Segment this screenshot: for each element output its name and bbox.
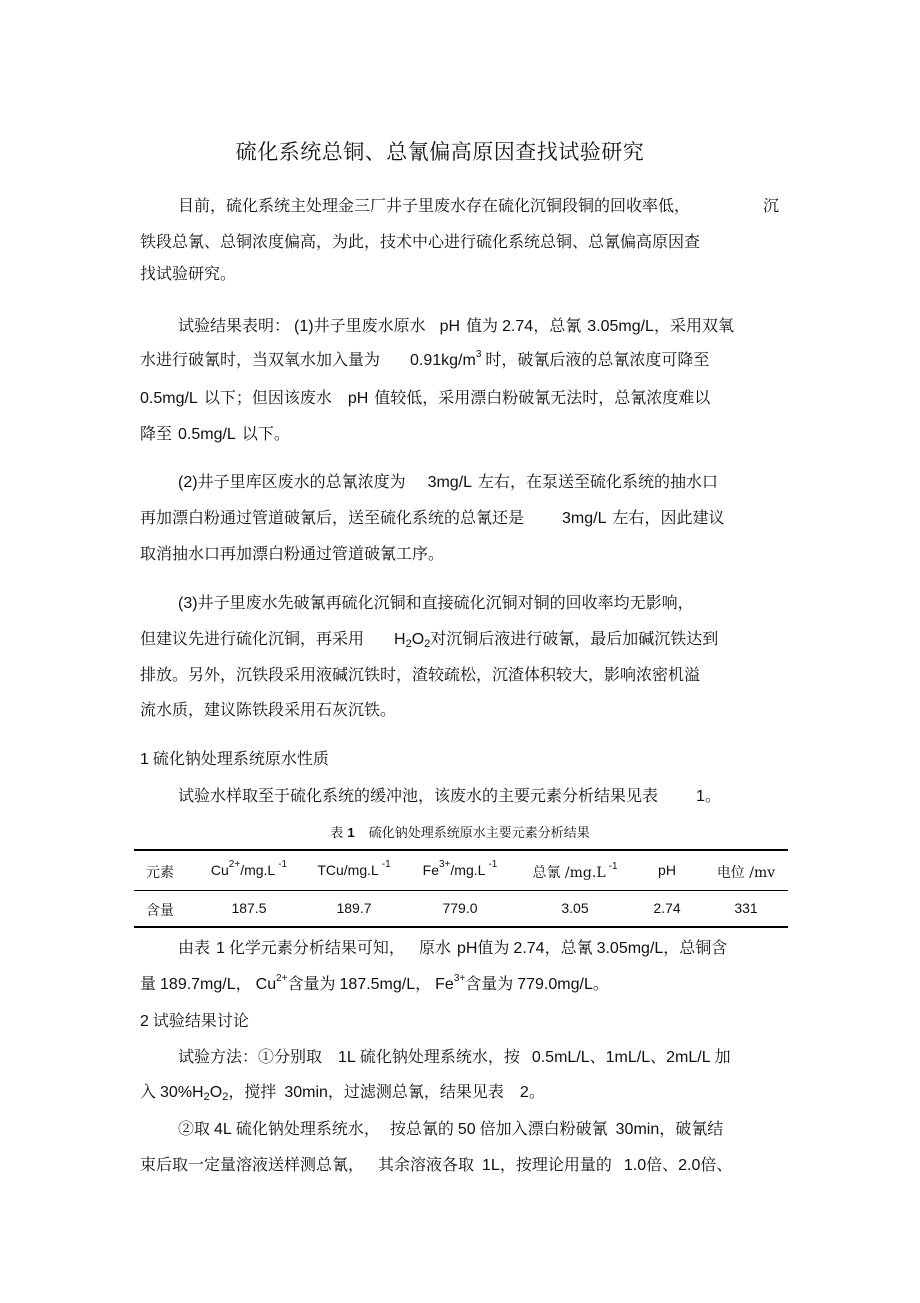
superscript: 3+ — [453, 973, 466, 984]
text: 187.5mg/L — [339, 976, 416, 993]
intro-line-1-end: 沉 — [763, 196, 780, 215]
text: 值为 — [477, 938, 510, 957]
text: 1 — [696, 788, 705, 805]
text: (3) — [178, 595, 198, 612]
section-1-sample-text — [178, 786, 721, 807]
method-line-2 — [140, 1082, 545, 1103]
text: 试验水样取至于硫化系统的缓冲池，该废水的主要元素分析结果见表 — [178, 786, 659, 805]
text: 779.0mg/L — [517, 976, 593, 993]
text: 30min — [615, 1121, 660, 1138]
text: ， — [415, 974, 432, 993]
superscript: -1 — [381, 859, 391, 870]
table-row-label: 含量 — [146, 903, 174, 919]
intro-line-1 — [178, 196, 690, 216]
text: ②取 — [178, 1119, 211, 1138]
text: 以下。 — [241, 424, 290, 443]
table-cell: 3.05 — [561, 900, 589, 916]
text: 试验结果表明： — [178, 316, 291, 335]
text: Fe — [422, 862, 439, 878]
text: O — [209, 1084, 223, 1101]
intro-line-2: 铁段总氰、总铜浓度偏高，为此，技术中心进行硫化系统总铜、总氰偏高原因查 — [140, 232, 701, 251]
text: H — [394, 631, 406, 648]
superscript: 2+ — [228, 859, 241, 870]
text: 3mg/L — [562, 510, 607, 527]
text: 总氰 /mg.L — [532, 865, 606, 881]
section-1-heading — [140, 749, 329, 770]
text: 1 — [140, 751, 149, 768]
text: 30% — [160, 1084, 193, 1101]
table-cell: 189.7 — [336, 900, 372, 916]
text: 表 — [330, 826, 344, 841]
text: 化学元素分析结果可知， — [228, 938, 405, 957]
text: H — [192, 1084, 204, 1101]
text: ，总氰 — [533, 316, 582, 335]
subscript: 2 — [203, 1091, 210, 1103]
text: 2mL/L — [666, 1049, 711, 1066]
text: 硫化钠处理系统原水性质 — [152, 749, 329, 768]
text: ，破氰结 — [659, 1119, 724, 1138]
text: ，按理论用量的 — [499, 1155, 612, 1174]
text: 2.74 — [513, 940, 545, 957]
text: 1.0 — [623, 1157, 647, 1174]
text: 硫化钠处理系统水，按 — [359, 1047, 520, 1066]
text: 0.91kg/m — [410, 352, 476, 369]
superscript: 3+ — [439, 859, 451, 870]
text: 对沉铜后液进行破氰，最后加碱沉铁达到 — [430, 629, 719, 648]
text: 2 — [140, 1013, 149, 1030]
text: 含量为 — [465, 974, 514, 993]
text: 值为 — [466, 316, 499, 335]
text: pH — [456, 940, 478, 957]
text: 由表 — [178, 938, 211, 957]
results-p3-line-2 — [140, 629, 718, 650]
text: ， — [235, 974, 252, 993]
text: 4L — [214, 1121, 232, 1138]
text: 量 — [140, 974, 157, 993]
text: /mg.L — [450, 862, 486, 878]
results-p1-line-3 — [140, 388, 710, 409]
method-line-4 — [140, 1155, 732, 1176]
text: 原水 — [418, 938, 451, 957]
results-p1-line-4 — [140, 424, 290, 445]
text: 降至 — [140, 424, 173, 443]
text: 倍加入漂白粉破氰 — [479, 1119, 608, 1138]
text: 井子里废水先破氰再硫化沉铜和直接硫化沉铜对铜的回收率均无影响， — [197, 593, 694, 612]
results-p2-line-3: 取消抽水口再加漂白粉通过管道破氰工序。 — [140, 544, 445, 563]
method-line-3 — [178, 1119, 723, 1140]
text: 3.05mg/L — [596, 940, 664, 957]
text: 30min — [284, 1084, 328, 1101]
text: 左右，在泵送至硫化系统的抽水口 — [478, 472, 719, 491]
text: 井子里库区废水的总氰浓度为 — [197, 472, 406, 491]
text: ，采用双氧 — [653, 316, 734, 335]
subscript: 2 — [405, 638, 412, 650]
superscript: 2+ — [276, 973, 288, 984]
text: 但建议先进行硫化沉铜，再采用 — [140, 629, 365, 648]
table-caption — [0, 822, 920, 841]
results-p2-line-2 — [140, 508, 725, 529]
analysis-line-2 — [140, 974, 609, 995]
method-line-1 — [178, 1047, 731, 1068]
text: 1 — [216, 940, 225, 957]
table-header-fe3 — [408, 859, 512, 878]
text: 倍、 — [700, 1155, 733, 1174]
text: 。 — [528, 1082, 545, 1101]
text: 加 — [714, 1047, 731, 1066]
text: ，总氰 — [544, 938, 593, 957]
results-p3-line-4: 流水质，建议陈铁段采用石灰沉铁。 — [140, 700, 397, 719]
table-header-total-cyanide — [520, 862, 630, 882]
section-2-heading — [140, 1011, 249, 1032]
text: 左右，因此建议 — [612, 508, 725, 527]
text: 按总氰的 — [389, 1119, 454, 1138]
table-cell: 331 — [734, 900, 758, 916]
text: 3mg/L — [427, 474, 473, 491]
text: 试验结果讨论 — [152, 1011, 249, 1030]
text: ，搅拌 — [228, 1082, 277, 1101]
text: 倍、 — [646, 1155, 679, 1174]
text: 0.5mg/L — [178, 426, 236, 443]
table-header-cu2 — [196, 859, 302, 878]
table-top-rule — [134, 849, 788, 851]
text: ，过滤测总氰，结果见表 — [327, 1082, 504, 1101]
results-p3-line-1 — [178, 593, 694, 614]
subscript: 2 — [424, 638, 431, 650]
text: 1mL/L — [605, 1049, 651, 1066]
text: 硫化钠处理系统原水主要元素分析结果 — [368, 826, 590, 841]
text: 束后取一定量溶液送样测总氰， — [140, 1155, 365, 1174]
text: Fe — [435, 976, 454, 993]
text: 1L — [338, 1049, 356, 1066]
text: 、 — [589, 1047, 606, 1066]
table-cell: 187.5 — [231, 900, 267, 916]
table-bottom-rule — [134, 926, 788, 928]
table-header-element: 元素 — [146, 865, 174, 881]
table-header-potential: 电位 /mv — [716, 865, 776, 881]
text: 3.05mg/L — [587, 318, 654, 335]
text: Cu — [210, 862, 229, 878]
text: 。 — [592, 974, 609, 993]
text: 目前，硫化系统主处理金三厂井子里废水存在硫化沉铜段铜的回收率低， — [178, 196, 691, 215]
table-cell: 779.0 — [442, 900, 478, 916]
text: ，总铜含 — [663, 938, 728, 957]
text: 1 — [347, 825, 355, 840]
text: Cu — [255, 976, 277, 993]
text: 入 — [140, 1082, 157, 1101]
text: 189.7mg/L — [160, 976, 236, 993]
text: 再加漂白粉通过管道破氰后，送至硫化系统的总氰还是 — [140, 508, 525, 527]
text: (1) — [294, 318, 314, 335]
text: 水进行破氰时，当双氧水加入量为 — [140, 350, 381, 369]
text: pH — [347, 390, 369, 407]
text: (2) — [178, 474, 198, 491]
text: /mg.L — [240, 862, 276, 878]
text: 2.0 — [678, 1157, 701, 1174]
superscript: -1 — [278, 859, 288, 870]
table-mid-rule — [134, 890, 788, 891]
text: 硫化钠处理系统水， — [235, 1119, 380, 1138]
text: 50 — [457, 1121, 476, 1138]
text: 2 — [519, 1084, 529, 1101]
text: 其余溶液各取 — [378, 1155, 475, 1174]
text: 值较低，采用漂白粉破氰无法时，总氰浓度难以 — [374, 388, 711, 407]
results-p1-line-1 — [178, 316, 734, 337]
superscript: -1 — [488, 859, 498, 870]
results-p3-line-3: 排放。另外，沉铁段采用液碱沉铁时，渣较疏松，沉渣体积较大，影响浓密机溢 — [140, 665, 701, 684]
text: 、 — [650, 1047, 667, 1066]
intro-line-3: 找试验研究。 — [140, 264, 237, 283]
text: 井子里废水原水 — [313, 316, 426, 335]
superscript: -1 — [608, 861, 618, 872]
analysis-line-1 — [178, 938, 727, 959]
table-header-tcu — [306, 859, 402, 878]
superscript: 3 — [475, 349, 482, 360]
table-cell: 2.74 — [653, 900, 681, 916]
text: pH — [439, 318, 461, 335]
text: 2.74 — [502, 318, 534, 335]
table-header-ph: pH — [658, 862, 676, 878]
text: 0.5mL/L — [531, 1049, 590, 1066]
text: 1L — [482, 1157, 500, 1174]
text: 0.5mg/L — [140, 390, 198, 407]
results-p2-line-1 — [178, 472, 718, 493]
text: 含量为 — [287, 974, 336, 993]
text: 试验方法：①分别取 — [178, 1047, 323, 1066]
text: 时，破氰后液的总氰浓度可降至 — [485, 350, 710, 369]
text: 以下；但因该废水 — [203, 388, 332, 407]
text: 。 — [704, 786, 721, 805]
page-title: 硫化系统总铜、总氰偏高原因查找试验研究 — [235, 140, 645, 164]
text: TCu/mg.L — [317, 862, 379, 878]
subscript: 2 — [222, 1091, 229, 1103]
text: O — [411, 631, 425, 648]
results-p1-line-2 — [140, 350, 709, 371]
